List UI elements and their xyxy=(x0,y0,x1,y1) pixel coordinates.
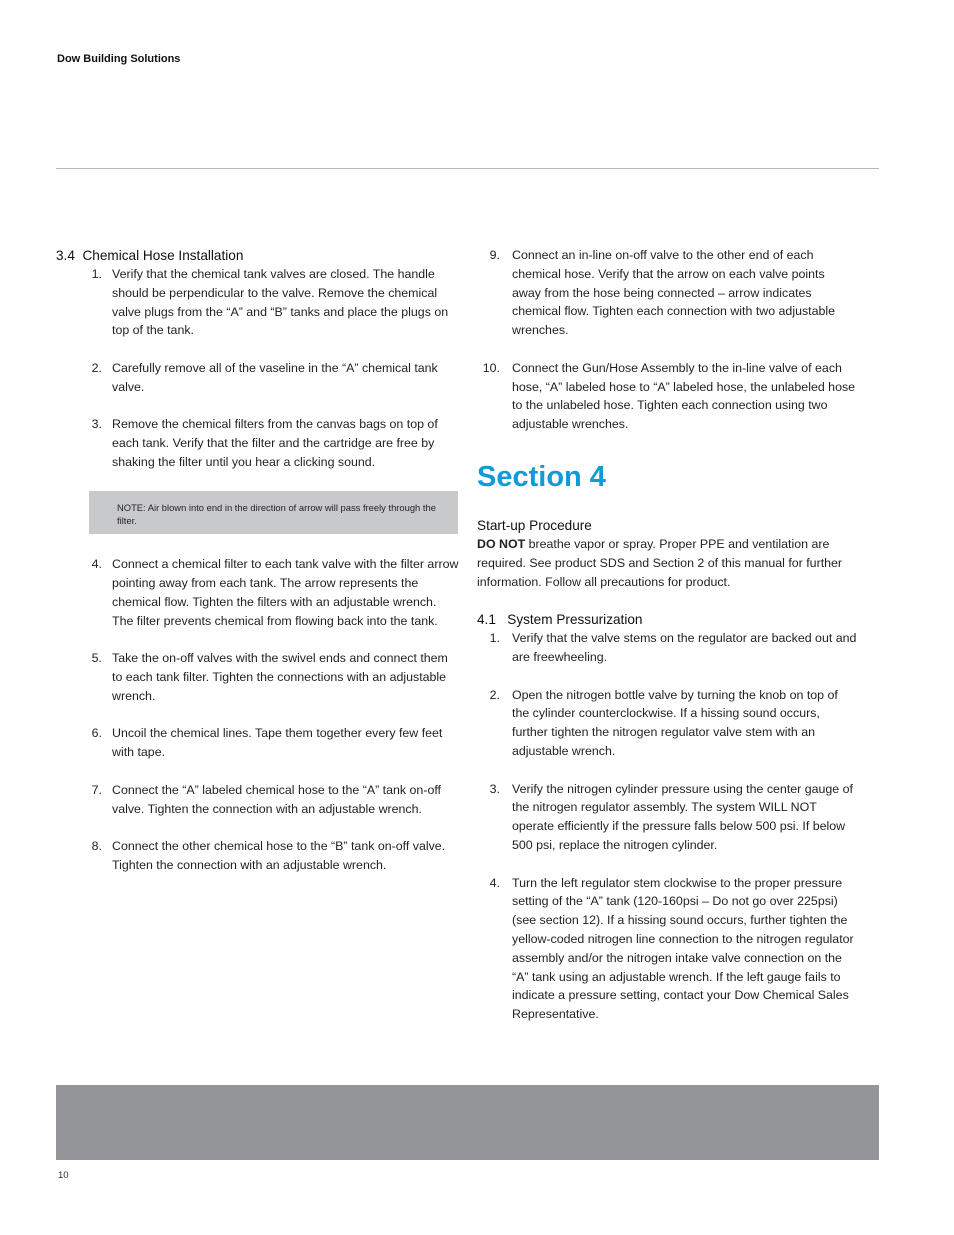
section-4-1-heading xyxy=(477,610,857,629)
item-number: 2. xyxy=(489,687,500,702)
page-number: 10 xyxy=(58,1170,69,1181)
item-number: 1. xyxy=(91,267,102,281)
item-number: 3. xyxy=(489,781,500,796)
item-number: 8. xyxy=(91,839,102,854)
item-text: Verify that the chemical tank valves are closed. The handle should be perpendicular to the valve. Remove the chemical valve plugs from the “A” and “B” tanks and place the plugs on top of the tank. xyxy=(112,267,449,338)
list-item xyxy=(56,265,460,340)
item-text: Open the nitrogen bottle valve by turning the knob on top of the cylinder counterclockwise. If a hissing sound occurs, further tighten the nitrogen regulator valve stem with an adjustable wrench. xyxy=(512,687,838,758)
heading-text: Chemical Hose Installation xyxy=(82,248,244,263)
left-column xyxy=(56,246,460,894)
item-number: 6. xyxy=(91,726,102,741)
hose-install-steps-a xyxy=(56,265,460,472)
list-item xyxy=(456,629,857,667)
list-item xyxy=(456,874,857,1024)
section-3-4-heading xyxy=(56,246,460,265)
list-item xyxy=(456,246,857,340)
header-divider xyxy=(56,168,879,169)
list-item xyxy=(456,686,857,761)
item-number: 7. xyxy=(91,782,102,797)
list-item xyxy=(56,837,460,875)
item-number: 10. xyxy=(482,360,500,375)
right-column xyxy=(477,246,857,1043)
hose-install-steps-b xyxy=(56,555,460,875)
item-text: Turn the left regulator stem clockwise to the proper pressure setting of the “A” tank (120-160psi – Do not go over 225psi) (see section 12). If a hissing sound occurs, further tighten the yellow-coded nitrogen line connection to the nitrogen regulator assembly and/or the nitrogen intake valve connection on the “A” tank using an adjustable wrench. If the left gauge fails to indicate a pressure setting, contact your Dow Chemical Sales Representative. xyxy=(512,875,854,1022)
item-text: Carefully remove all of the vaseline in the “A” chemical tank valve. xyxy=(112,360,438,394)
list-item xyxy=(456,780,857,855)
heading-text: System Pressurization xyxy=(507,612,643,628)
item-text: Verify the nitrogen cylinder pressure using the center gauge of the nitrogen regulator assembly. The system WILL NOT operate efficiently if the pressure falls below 500 psi. If below 500 psi, replace the nitrogen cylinder. xyxy=(512,781,853,852)
item-number: 4. xyxy=(489,875,500,890)
note-box: NOTE: Air blown into end in the direction of arrow will pass freely through the filter. xyxy=(89,491,458,535)
heading-number: 4.1 xyxy=(477,612,496,628)
item-text: Connect the Gun/Hose Assembly to the in-line valve of each hose, “A” labeled hose to “A” labeled hose, the unlabeled hose to the unlabeled hose. Tighten each connection using two adjustable wrenches. xyxy=(512,360,856,432)
item-number: 5. xyxy=(91,651,102,666)
item-number: 9. xyxy=(489,248,500,262)
warning-emphasis: DO NOT xyxy=(477,536,526,551)
list-item xyxy=(56,724,460,762)
list-item xyxy=(456,359,857,434)
item-text: Connect an in-line on-off valve to the other end of each chemical hose. Verify that the arrow on each valve points away from the hose being connected – arrow indicates chemical flow. Tighten each connection with two adjustable wrenches. xyxy=(512,248,836,338)
item-text: Verify that the valve stems on the regulator are backed out and are freewheeling. xyxy=(512,631,857,664)
startup-paragraph xyxy=(477,535,857,591)
item-text: Uncoil the chemical lines. Tape them together every few feet with tape. xyxy=(112,726,443,760)
item-text: Remove the chemical filters from the canvas bags on top of each tank. Verify that the filter and the cartridge are free by shaking the filter until you hear a clicking sound. xyxy=(112,417,438,469)
list-item xyxy=(56,359,460,397)
item-text: Connect the “A” labeled chemical hose to the “A” tank on-off valve. Tighten the connection with an adjustable wrench. xyxy=(112,782,441,816)
list-item xyxy=(56,649,460,705)
list-item xyxy=(56,415,460,471)
heading-number: 3.4 xyxy=(56,248,75,263)
startup-text: breathe vapor or spray. Proper PPE and ventilation are required. See product SDS and Section 2 of this manual for further information. Follow all precautions for product. xyxy=(477,536,843,589)
item-text: Connect the other chemical hose to the “B” tank on-off valve. Tighten the connection with an adjustable wrench. xyxy=(112,839,446,872)
item-number: 2. xyxy=(91,360,102,375)
hose-install-steps-cont xyxy=(456,246,857,434)
item-text: Take the on-off valves with the swivel ends and connect them to each tank filter. Tighten the connections with an adjustable wrench. xyxy=(112,651,448,703)
pressurization-steps xyxy=(456,629,857,1024)
list-item xyxy=(56,781,460,819)
section-title: Section 4 xyxy=(477,460,606,493)
footer-band xyxy=(56,1085,879,1160)
startup-heading: Start-up Procedure xyxy=(477,517,592,533)
list-item xyxy=(56,555,460,630)
item-number: 1. xyxy=(489,631,500,646)
item-number: 4. xyxy=(91,557,102,572)
header-brand: Dow Building Solutions xyxy=(57,53,181,65)
item-text: Connect a chemical filter to each tank valve with the filter arrow pointing away from each tank. The arrow represents the chemical flow. Tighten the filters with an adjustable wrench. The filter prevents chemical from flowing back into the tank. xyxy=(112,557,459,628)
item-number: 3. xyxy=(91,417,102,432)
